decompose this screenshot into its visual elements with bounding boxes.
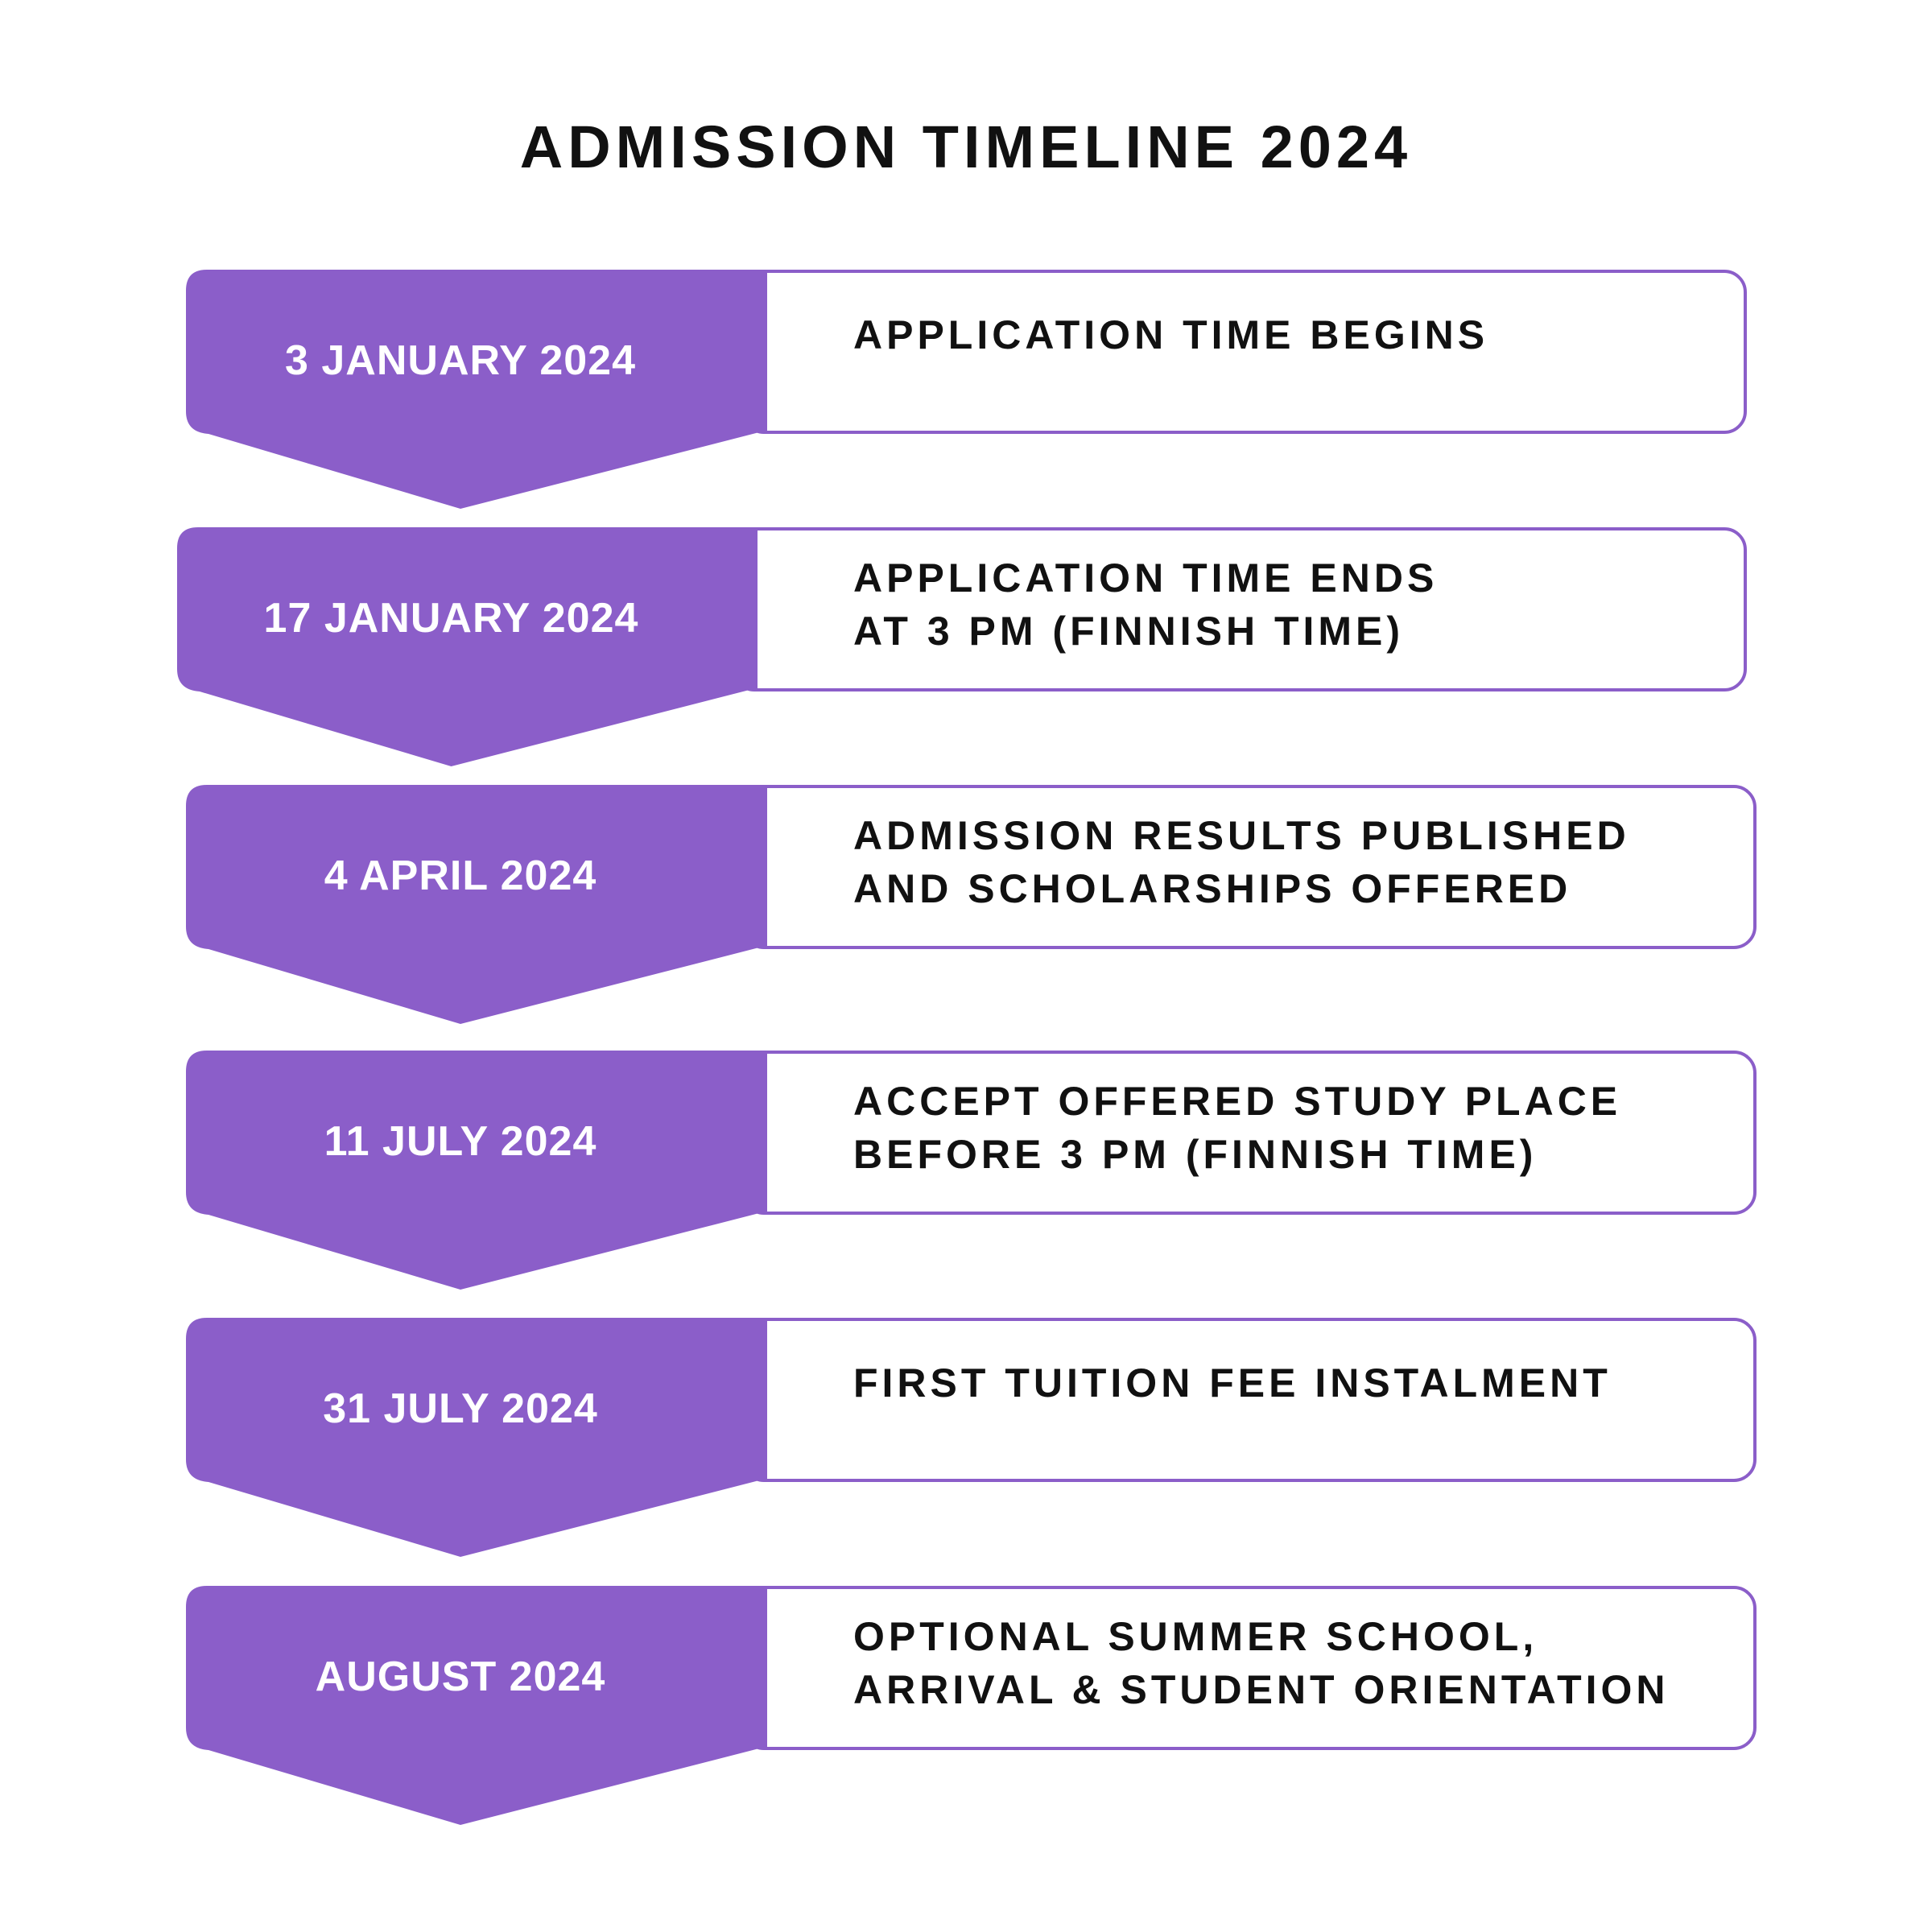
date-arrow-tab <box>186 1318 767 1557</box>
step-date: 3 JANUARY 2024 <box>285 337 636 384</box>
step-description <box>853 308 1488 361</box>
step-description <box>853 1610 1670 1716</box>
description-line: FIRST TUITION FEE INSTALMENT <box>853 1360 1612 1406</box>
description-line: BEFORE 3 PM (FINNISH TIME) <box>853 1132 1538 1177</box>
step-date: 31 JULY 2024 <box>323 1385 598 1432</box>
description-line: ADMISSION RESULTS PUBLISHED <box>853 813 1630 858</box>
step-date: AUGUST 2024 <box>315 1653 606 1700</box>
timeline-step <box>0 270 1932 511</box>
description-line: APPLICATION TIME BEGINS <box>853 312 1489 357</box>
step-date: 4 APRIL 2024 <box>324 852 597 899</box>
step-shape <box>0 1318 1932 1565</box>
description-line: OPTIONAL SUMMER SCHOOL, <box>853 1614 1538 1659</box>
timeline-step <box>0 527 1932 769</box>
step-description <box>853 1075 1621 1181</box>
timeline-step <box>0 1586 1932 1827</box>
step-shape <box>0 270 1932 517</box>
step-date: 17 JANUARY 2024 <box>263 595 639 642</box>
step-description <box>853 551 1438 658</box>
description-line: AT 3 PM (FINNISH TIME) <box>853 609 1405 654</box>
date-arrow-tab <box>186 270 767 509</box>
timeline-step <box>0 785 1932 1026</box>
date-arrow-tab <box>186 785 767 1024</box>
step-description <box>853 1356 1612 1410</box>
description-line: ACCEPT OFFERED STUDY PLACE <box>853 1079 1622 1124</box>
description-line: APPLICATION TIME ENDS <box>853 555 1439 601</box>
timeline-step <box>0 1318 1932 1559</box>
date-arrow-tab <box>186 1051 767 1290</box>
step-date: 11 JULY 2024 <box>324 1118 597 1165</box>
step-description <box>853 809 1630 915</box>
page-title: ADMISSION TIMELINE 2024 <box>519 114 1413 180</box>
date-arrow-tab <box>177 527 758 766</box>
description-line: AND SCHOLARSHIPS OFFERED <box>853 866 1572 911</box>
date-arrow-tab <box>186 1586 767 1825</box>
description-line: ARRIVAL & STUDENT ORIENTATION <box>853 1667 1670 1712</box>
timeline-step <box>0 1051 1932 1292</box>
